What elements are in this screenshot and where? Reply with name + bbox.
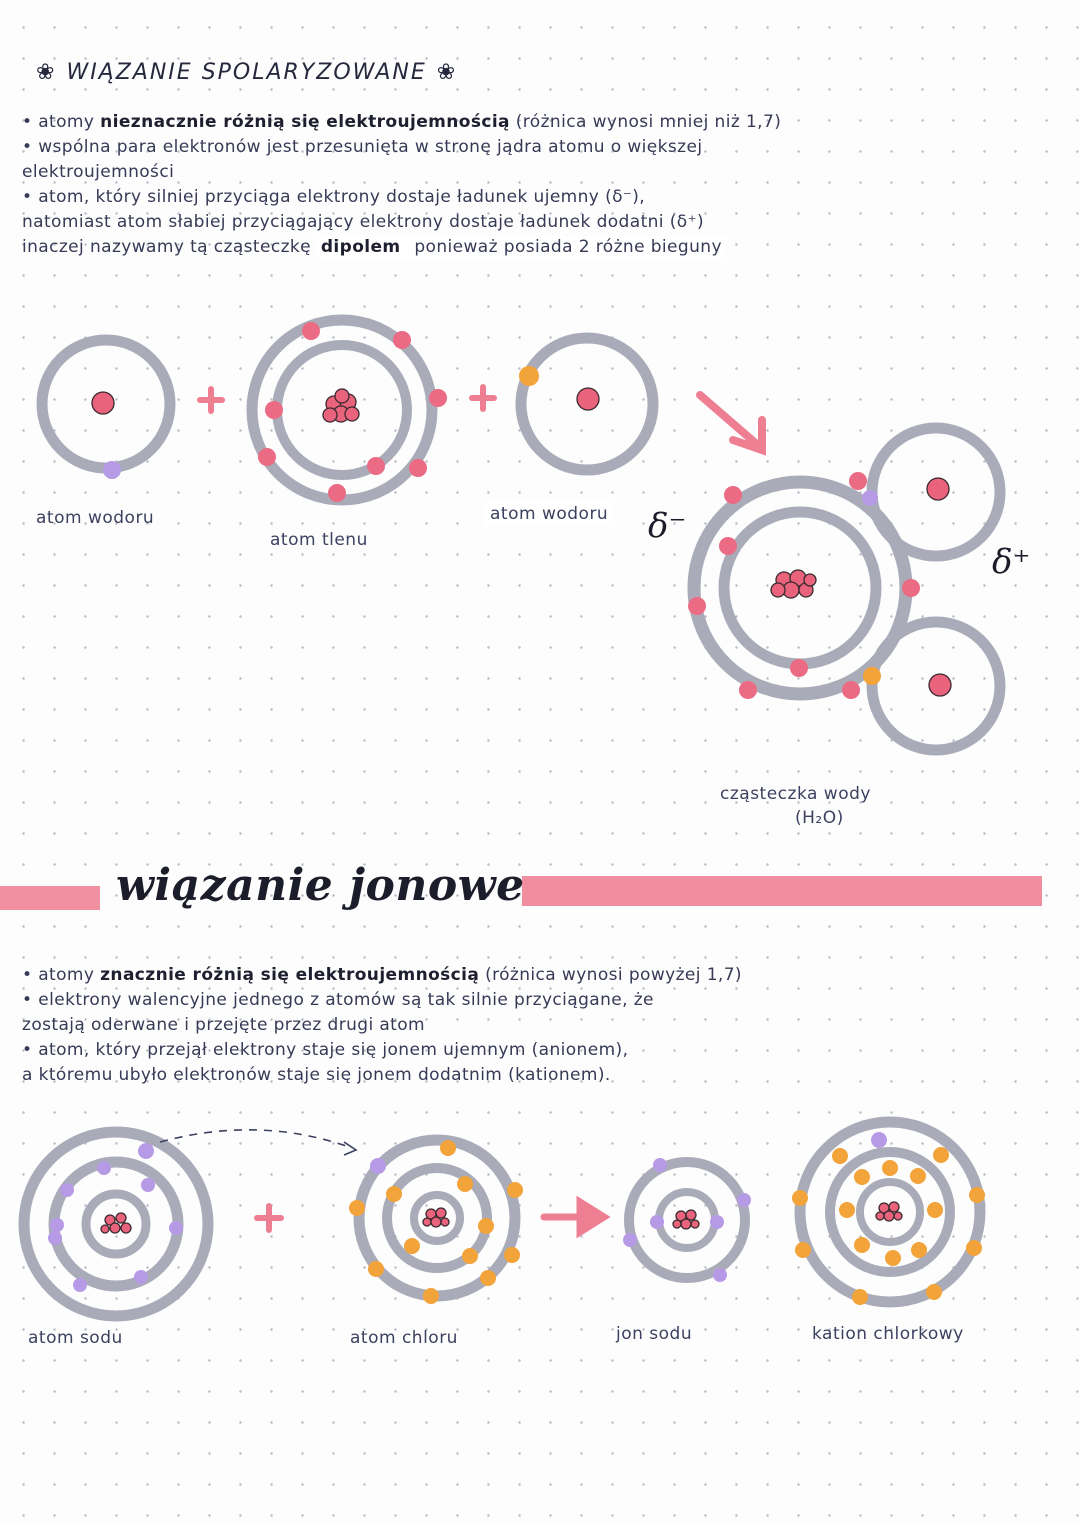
note-line: • elektrony walencyjne jednego z atomów są tak silnie przyciągane, że — [22, 990, 654, 1010]
ionic-arrow — [544, 1202, 604, 1232]
plus-operators — [200, 387, 494, 1230]
section1-title-text: WIĄZANIE SPOLARYZOWANE — [66, 60, 427, 85]
heading-band-left — [0, 886, 100, 910]
label-hydrogen-right: atom wodoru — [484, 502, 614, 526]
heading-band-right — [522, 876, 1042, 906]
note-line: a któremu ubyło elektronów staje się jonem dodatnim (kationem). — [22, 1065, 611, 1085]
section2-title: wiązanie jonowe — [116, 860, 525, 911]
hydrogen-nucleus — [927, 478, 949, 500]
delta-plus: δ⁺ — [992, 542, 1031, 582]
label-hydrogen-left: atom wodoru — [36, 508, 155, 528]
hydrogen-nucleus — [92, 392, 114, 414]
sodium-nucleus — [101, 1213, 131, 1233]
note-line: • atomy nieznacznie różnią się elektroujemnością (różnica wynosi mniej niż 1,7) — [22, 112, 782, 132]
note-line: • atomy znacznie różnią się elektroujemnością (różnica wynosi powyżej 1,7) — [22, 965, 742, 985]
hydrogen-nucleus — [929, 674, 951, 696]
delta-minus: δ⁻ — [648, 506, 687, 546]
note-line: elektroujemności — [22, 162, 175, 182]
note-line: inaczej nazywamy tą cząsteczkę dipolem ponieważ posiada 2 różne bieguny — [22, 235, 1032, 260]
chlorine-nucleus — [423, 1208, 449, 1227]
label-water: cząsteczka wody — [720, 784, 871, 804]
chloride-nucleus — [876, 1202, 902, 1221]
reaction-arrow — [700, 395, 762, 450]
note-line: • atom, który przejął elektrony staje się jonem ujemnym (anionem), — [22, 1040, 629, 1060]
note-line: • wspólna para elektronów jest przesunięta w stronę jądra atomu o większej — [22, 137, 703, 157]
water-oxygen-nucleus — [771, 570, 816, 598]
hydrogen-nucleus — [577, 388, 599, 410]
label-oxygen: atom tlenu — [270, 530, 368, 550]
electron-transfer-arrow — [160, 1130, 356, 1155]
label-water-formula: (H₂O) — [795, 808, 844, 828]
flower-icon: ❀ — [436, 60, 458, 85]
label-chlorine-atom: atom chloru — [350, 1328, 458, 1348]
section2-notes — [22, 963, 1032, 1088]
note-line: natomiast atom słabiej przyciągający elektrony dostaje ładunek dodatni (δ⁺) — [22, 212, 704, 232]
note-line: zostają oderwane i przejęte przez drugi atom — [22, 1015, 426, 1035]
label-sodium-ion: jon sodu — [616, 1324, 693, 1344]
oxygen-nucleus — [323, 389, 359, 422]
sodium-ion-nucleus — [673, 1210, 699, 1229]
highlighted-term: dipolem — [317, 236, 405, 258]
label-chloride-ion: kation chlorkowy — [812, 1324, 964, 1344]
label-sodium-atom: atom sodu — [28, 1328, 123, 1348]
note-line: • atom, który silniej przyciąga elektrony dostaje ładunek ujemny (δ⁻), — [22, 187, 646, 207]
flower-icon: ❀ — [36, 60, 57, 85]
